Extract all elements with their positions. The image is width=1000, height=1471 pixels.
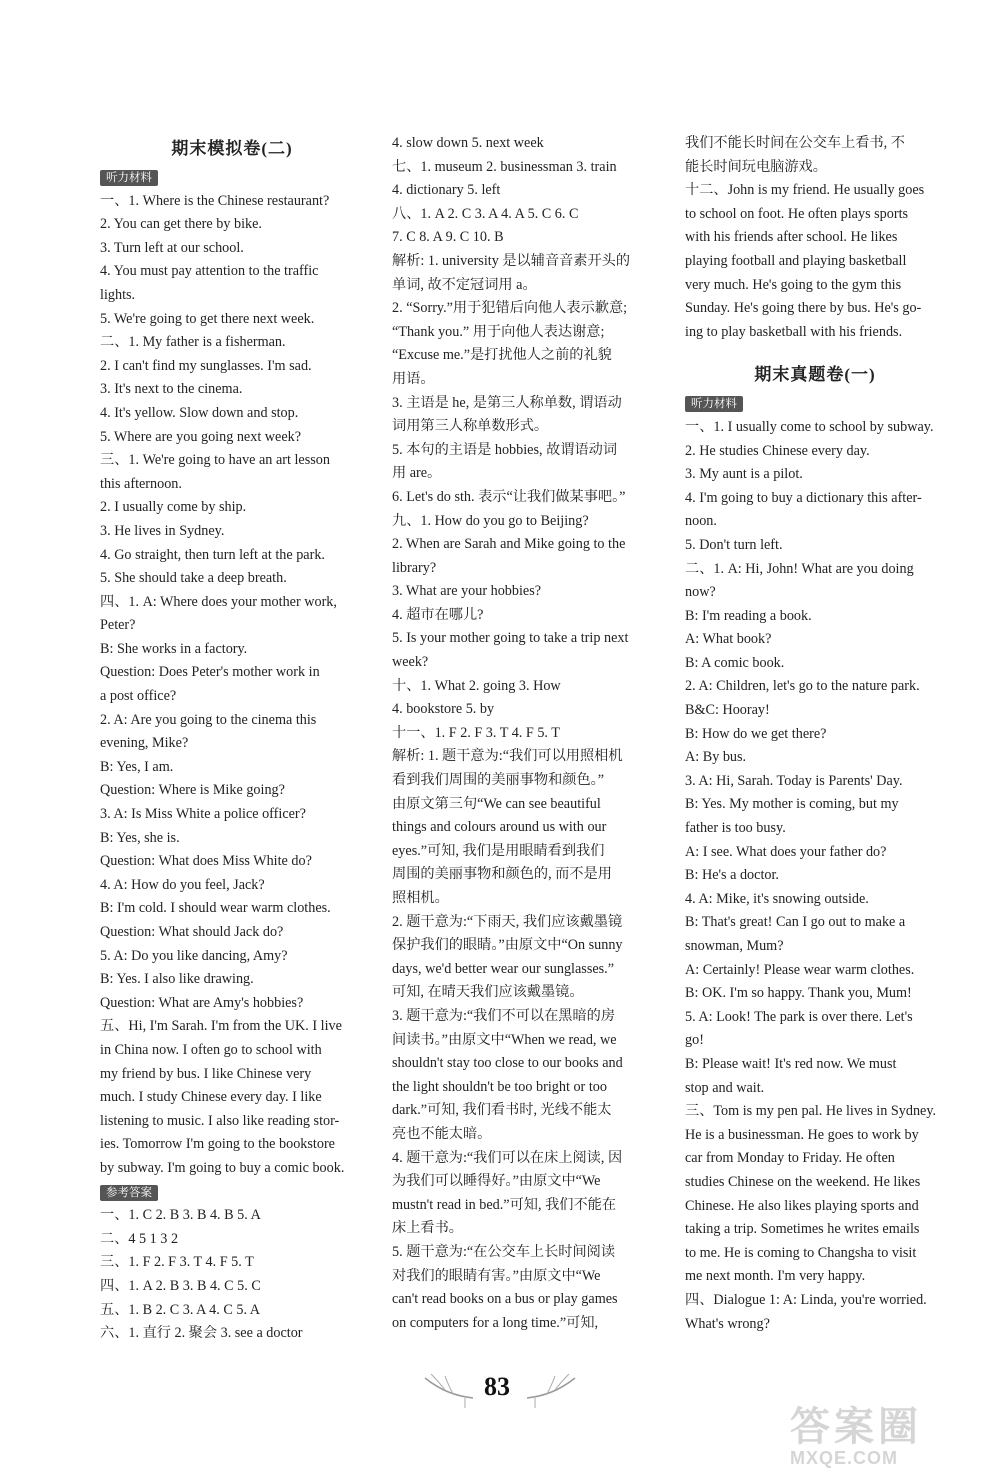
text-line: 一、1. Where is the Chinese restaurant? [100,192,330,209]
text-line: 四、1. A 2. B 3. B 4. C 5. C [100,1277,261,1294]
column-left [100,132,364,1346]
text-line: He is a businessman. He goes to work by [685,1126,919,1143]
text-line: B: He's a doctor. [685,867,779,884]
text-line: 二、1. A: Hi, John! What are you doing [685,560,914,577]
text-line: 三、Tom is my pen pal. He lives in Sydney. [685,1103,937,1120]
text-line: 四、1. A: Where does your mother work, [100,593,337,610]
text-line: 5. A: Do you like dancing, Amy? [100,947,288,964]
text-line: 5. Don't turn left. [685,536,783,553]
text-line: 间读书。”由原文中“When we read, we [392,1031,617,1048]
text-line: 二、1. My father is a fisherman. [100,334,286,351]
text-line: 3. 主语是 he, 是第三人称单数, 谓语动 [392,394,622,411]
text-line: 亮也不能太暗。 [392,1125,492,1142]
text-line: 4. slow down 5. next week [392,135,544,151]
text-line: week? [392,654,429,671]
text-line: listening to music. I also like reading stor- [100,1112,340,1129]
text-line: Question: Where is Mike going? [100,782,285,799]
text-line: 照相机。 [392,890,449,906]
text-line: 八、1. A 2. C 3. A 4. A 5. C 6. C [392,205,579,222]
text-line: 2. When are Sarah and Mike going to the [392,536,626,553]
text-line: 2. You can get there by bike. [100,216,262,233]
text-line: 4. 题干意为:“我们可以在床上阅读, 因 [392,1149,623,1166]
text-line: B: I'm reading a book. [685,607,812,624]
text-line: ing to play basketball with his friends. [685,323,903,340]
text-line: 5. Is your mother going to take a trip next [392,630,629,647]
watermark-bottom: MXQE.COM [790,1448,899,1468]
text-line: 可知, 在晴天我们应该戴墨镜。 [392,984,584,1001]
text-line: studies Chinese on the weekend. He likes [685,1173,921,1190]
text-line: 3. Turn left at our school. [100,239,244,256]
text-line: car from Monday to Friday. He often [685,1150,895,1167]
text-line: 5. Where are you going next week? [100,428,302,445]
text-line: a post office? [100,688,177,705]
text-line: 5. She should take a deep breath. [100,570,287,587]
text-line: “Excuse me.”是打扰他人之前的礼貌 [392,347,612,364]
text-line: 3. It's next to the cinema. [100,381,243,398]
text-line: B: Yes, I am. [100,758,174,775]
text-line: A: Certainly! Please wear warm clothes. [685,961,915,978]
text-line: 三、1. F 2. F 3. T 4. F 5. T [100,1254,254,1271]
text-line: the light shouldn't be too bright or too [392,1078,607,1095]
column-right [685,132,945,1336]
text-line: 4. bookstore 5. by [392,701,495,718]
text-line: Question: What are Amy's hobbies? [100,994,304,1011]
text-line: 五、Hi, I'm Sarah. I'm from the UK. I live [100,1018,342,1035]
text-line: 2. I usually come by ship. [100,499,247,516]
text-line: A: What book? [685,631,772,648]
text-line: B: I'm cold. I should wear warm clothes. [100,900,331,917]
text-line: 7. C 8. A 9. C 10. B [392,229,504,246]
text-line: in China now. I often go to school with [100,1041,322,1058]
text-line: A: I see. What does your father do? [685,843,887,860]
text-line: 2. A: Children, let's go to the nature park. [685,678,920,695]
text-line: 保护我们的眼睛。”由原文中“On sunny [392,937,623,954]
text-line: 3. A: Is Miss White a police officer? [100,806,306,823]
text-line: 4. Go straight, then turn left at the park. [100,546,325,563]
text-line: shouldn't stay too close to our books and [392,1055,623,1072]
text-line: 词用第三人称单数形式。 [392,418,549,435]
text-line: 三、1. We're going to have an art lesson [100,452,330,469]
text-line: 4. A: Mike, it's snowing outside. [685,890,869,907]
text-line: 2. He studies Chinese every day. [685,442,870,459]
text-line: Chinese. He also likes playing sports and [685,1197,919,1214]
text-line: 5. We're going to get there next week. [100,310,315,327]
text-line: Sunday. He's going there by bus. He's go- [685,300,922,317]
text-line: B: That's great! Can I go out to make a [685,914,906,931]
text-line: evening, Mike? [100,735,189,752]
text-line: with his friends after school. He likes [685,229,898,246]
text-line: 4. I'm going to buy a dictionary this after- [685,489,922,506]
answers-tag: 参考答案 [100,1185,158,1201]
text-line: 5. 本句的主语是 hobbies, 故谓语动词 [392,441,618,458]
text-line: 十、1. What 2. going 3. How [392,677,561,694]
text-line: 六、1. 直行 2. 聚会 3. see a doctor [100,1325,303,1342]
palm-decoration-icon [525,1368,595,1408]
text-line: noon. [685,513,717,530]
text-line: 对我们的眼睛有害。”由原文中“We [392,1267,601,1284]
text-line: lights. [100,286,136,303]
text-line: 4. A: How do you feel, Jack? [100,876,265,893]
watermark-top: 答案圈 [790,1405,922,1449]
text-line: 3. A: Hi, Sarah. Today is Parents' Day. [685,772,903,789]
text-line: dark.”可知, 我们看书时, 光线不能太 [392,1102,612,1119]
text-line: “Thank you.” 用于向他人表达谢意; [392,323,605,340]
text-line: B: Please wait! It's red now. We must [685,1055,897,1072]
text-line: now? [685,584,716,601]
text-line: by subway. I'm going to buy a comic book. [100,1159,345,1176]
text-line: 解析: 1. 题干意为:“我们可以用照相机 [392,748,623,765]
text-line: A: By bus. [685,749,747,766]
text-line: Question: What should Jack do? [100,924,284,940]
text-line: B: She works in a factory. [100,640,248,657]
text-line: 6. Let's do sth. 表示“让我们做某事吧。” [392,488,626,505]
text-line: to school on foot. He often plays sports [685,205,909,222]
text-line: B: How do we get there? [685,725,827,742]
text-line: 我们不能长时间在公交车上看书, 不 [685,135,905,151]
text-line: 为我们可以睡得好。”由原文中“We [392,1173,601,1190]
text-line: 2. 题干意为:“下雨天, 我们应该戴墨镜 [392,913,623,930]
watermark-logo [790,1395,980,1468]
text-line: 由原文第三句“We can see beautiful [392,795,601,812]
column-middle [392,132,654,1335]
text-line: 九、1. How do you go to Beijing? [392,512,589,529]
section-title: 期末模拟卷(二) [171,139,293,158]
text-line: this afternoon. [100,475,182,492]
text-line: 3. My aunt is a pilot. [685,466,803,483]
text-line: 一、1. I usually come to school by subway. [685,418,934,435]
text-line: 2. I can't find my sunglasses. I'm sad. [100,357,312,374]
text-line: 解析: 1. university 是以辅音音素开头的 [392,252,631,269]
text-line: things and colours around us with our [392,819,607,836]
text-line: 单词, 故不定冠词用 a。 [392,276,537,293]
text-line: B: Yes, she is. [100,829,180,846]
text-line: much. I study Chinese every day. I like [100,1089,322,1106]
text-line: playing football and playing basketball [685,252,907,269]
passage-continued [685,132,945,344]
page-number: 83 [484,1372,510,1401]
text-line: 4. dictionary 5. left [392,182,501,199]
text-line: 5. 题干意为:“在公交车上长时间阅读 [392,1243,616,1260]
text-line: 4. You must pay attention to the traffic [100,263,319,280]
answer-key-continued [392,132,654,1335]
text-line: 3. 题干意为:“我们不可以在黑暗的房 [392,1007,616,1024]
text-line: stop and wait. [685,1079,765,1096]
text-line: 5. A: Look! The park is over there. Let's [685,1008,913,1025]
text-line: Question: Does Peter's mother work in [100,664,320,681]
text-line: Peter? [100,617,136,634]
listening-material-2 [685,416,945,1336]
text-line: 2. “Sorry.”用于犯错后向他人表示歉意; [392,300,628,317]
text-line: ies. Tomorrow I'm going to the bookstore [100,1136,335,1153]
answer-key [100,1204,364,1346]
text-line: 五、1. B 2. C 3. A 4. C 5. A [100,1301,261,1318]
text-line: 二、4 5 1 3 2 [100,1230,179,1247]
text-line: go! [685,1032,704,1049]
text-line: 看到我们周围的美丽事物和颜色。” [392,772,605,789]
text-line: B: A comic book. [685,654,785,671]
text-line: on computers for a long time.”可知, [392,1314,599,1331]
text-line: B: Yes. My mother is coming, but my [685,796,899,813]
text-line: B: OK. I'm so happy. Thank you, Mum! [685,985,912,1002]
text-line: snowman, Mum? [685,938,784,954]
text-line: 一、1. C 2. B 3. B 4. B 5. A [100,1207,261,1224]
text-line: 用语。 [392,370,435,387]
text-line: B: Yes. I also like drawing. [100,971,254,988]
text-line: can't read books on a bus or play games [392,1291,618,1308]
text-line: father is too busy. [685,820,786,837]
text-line: very much. He's going to the gym this [685,276,902,293]
text-line: mustn't read in bed.”可知, 我们不能在 [392,1196,617,1213]
text-line: days, we'd better wear our sunglasses.” [392,960,614,977]
text-line: 床上看书。 [392,1220,463,1237]
text-line: Question: What does Miss White do? [100,853,312,870]
text-line: 能长时间玩电脑游戏。 [685,158,827,175]
text-line: 用 are。 [392,465,442,482]
text-line: B&C: Hooray! [685,702,770,719]
text-line: What's wrong? [685,1315,770,1332]
text-line: to me. He is coming to Changsha to visit [685,1244,917,1261]
text-line: 4. 超市在哪儿? [392,606,484,623]
text-line: 3. He lives in Sydney. [100,522,225,539]
listening-material [100,190,364,1181]
text-line: 十一、1. F 2. F 3. T 4. F 5. T [392,724,560,741]
text-line: 4. It's yellow. Slow down and stop. [100,404,299,421]
text-line: 十二、John is my friend. He usually goes [685,182,925,199]
listening-tag-2: 听力材料 [685,396,743,412]
text-line: 七、1. museum 2. businessman 3. train [392,158,617,175]
text-line: library? [392,559,437,576]
listening-tag: 听力材料 [100,170,158,186]
text-line: 四、Dialogue 1: A: Linda, you're worried. [685,1291,927,1308]
palm-decoration-icon [405,1368,475,1408]
text-line: me next month. I'm very happy. [685,1268,866,1285]
text-line: 3. What are your hobbies? [392,583,542,600]
section-title-2: 期末真题卷(一) [754,365,876,385]
text-line: 周围的美丽事物和颜色的, 而不是用 [392,866,612,883]
text-line: taking a trip. Sometimes he writes emails [685,1221,920,1238]
text-line: my friend by bus. I like Chinese very [100,1065,312,1082]
text-line: eyes.”可知, 我们是用眼睛看到我们 [392,842,605,859]
text-line: 2. A: Are you going to the cinema this [100,711,317,728]
